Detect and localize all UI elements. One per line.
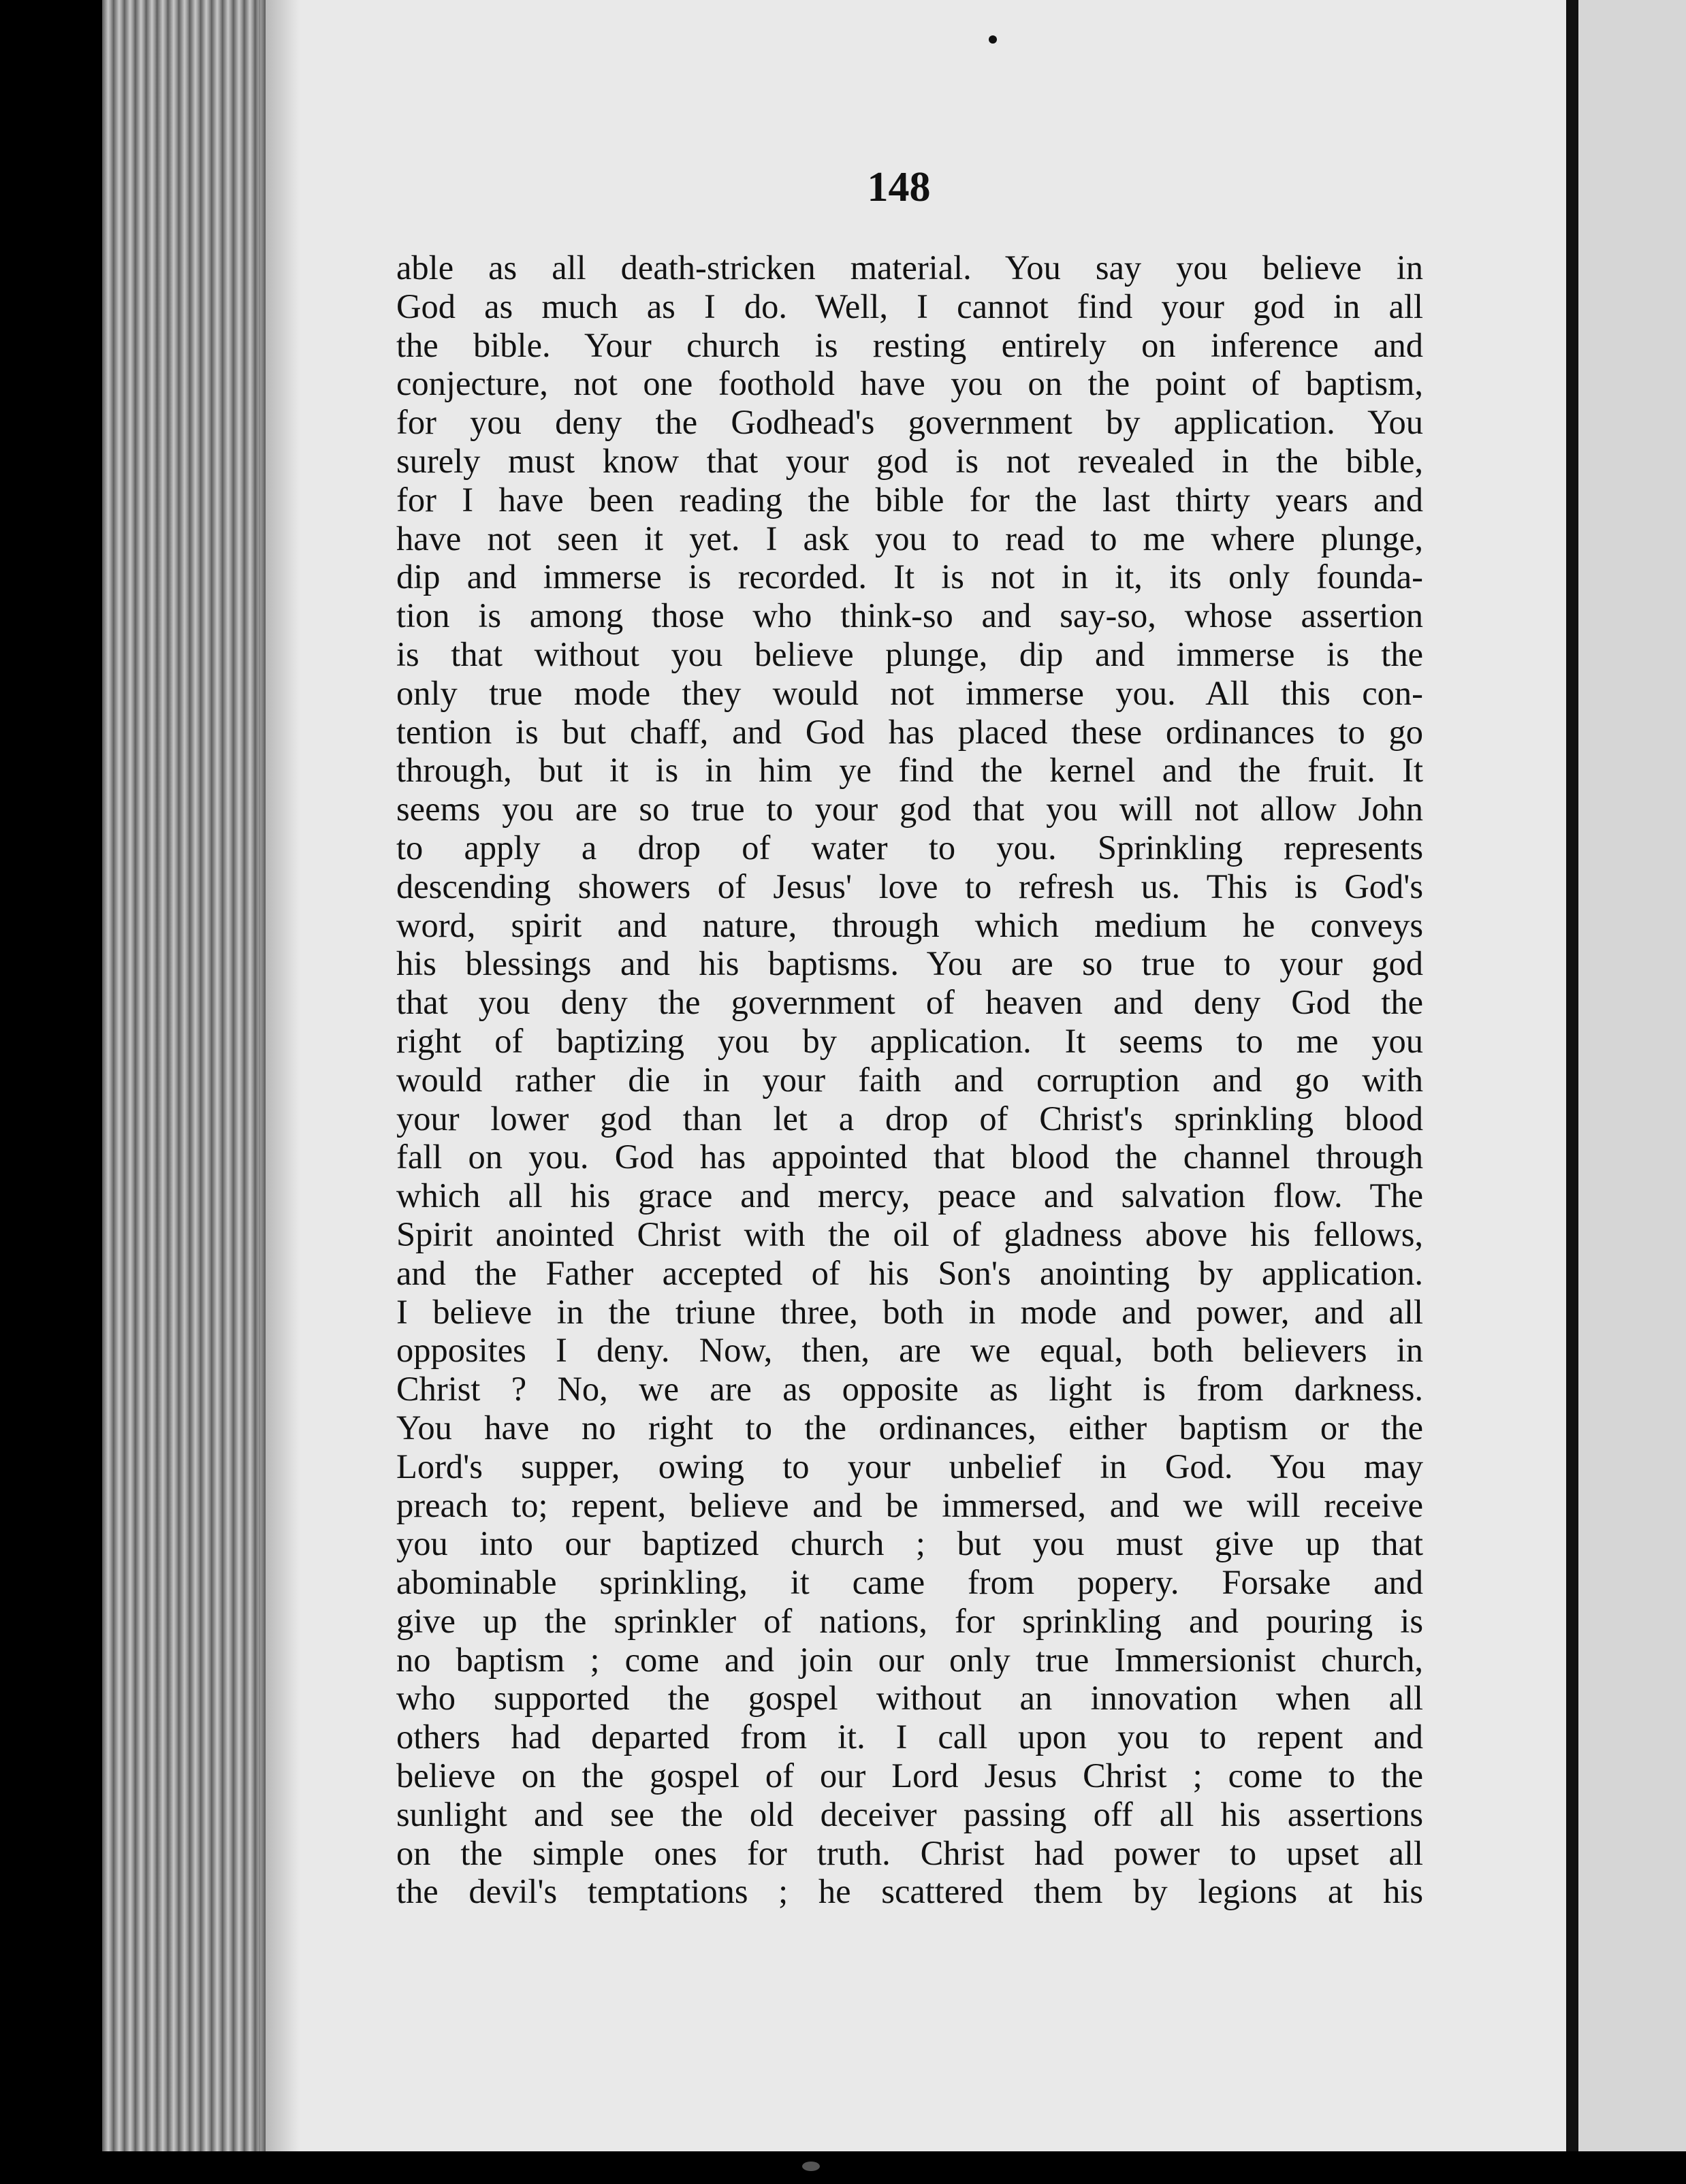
text-line: opposites I deny. Now, then, are we equal, both believers in (396, 1331, 1423, 1370)
text-line: give up the sprinkler of nations, for sprinkling and pouring is (396, 1601, 1423, 1640)
text-line: seems you are so true to your god that you will not allow John (396, 790, 1423, 829)
text-line: is that without you believe plunge, dip and immerse is the (396, 635, 1423, 673)
text-line: the devil's temptations ; he scattered them by legions at his (396, 1872, 1423, 1911)
text-line: only true mode they would not immerse you. All this con- (396, 673, 1423, 712)
scan-speck (989, 35, 997, 44)
text-line: through, but it is in him ye find the kernel and the fruit. It (396, 751, 1423, 790)
text-line: God as much as I do. Well, I cannot find your god in all (396, 287, 1423, 325)
text-line: you into our baptized church ; but you must give up that (396, 1524, 1423, 1563)
text-line: descending showers of Jesus' love to refresh us. This is God's (396, 867, 1423, 905)
text-line: no baptism ; come and join our only true Immersionist church, (396, 1640, 1423, 1679)
text-line: believe on the gospel of our Lord Jesus Christ ; come to the (396, 1756, 1423, 1795)
page-number: 148 (867, 164, 931, 210)
text-line: who supported the gospel without an innovation when all (396, 1679, 1423, 1718)
text-line: tention is but chaff, and God has placed these ordinances to go (396, 712, 1423, 751)
facing-page-edge (1578, 0, 1686, 2151)
text-line: Lord's supper, owing to your unbelief in God. You may (396, 1447, 1423, 1486)
text-line: Christ ? No, we are as opposite as light is from darkness. (396, 1370, 1423, 1409)
text-line: fall on you. God has appointed that blood the channel through (396, 1138, 1423, 1176)
text-line: have not seen it yet. I ask you to read to me where plunge, (396, 519, 1423, 558)
scan-speck (802, 2162, 820, 2171)
text-line: word, spirit and nature, through which medium he conveys (396, 905, 1423, 944)
text-line: for I have been reading the bible for the last thirty years and (396, 480, 1423, 519)
page-body-text (396, 248, 1423, 1911)
text-line: and the Father accepted of his Son's anointing by application. (396, 1253, 1423, 1292)
text-line: tion is among those who think-so and say-so, whose assertion (396, 596, 1423, 635)
page-edges-gutter (102, 0, 266, 2151)
text-line: sunlight and see the old deceiver passing off all his assertions (396, 1795, 1423, 1833)
text-line: Spirit anointed Christ with the oil of gladness above his fellows, (396, 1215, 1423, 1253)
text-line: which all his grace and mercy, peace and salvation flow. The (396, 1176, 1423, 1215)
text-line: that you deny the government of heaven and deny God the (396, 983, 1423, 1022)
text-line: conjecture, not one foothold have you on the point of baptism, (396, 364, 1423, 403)
text-line: would rather die in your faith and corruption and go with (396, 1060, 1423, 1099)
text-line: abominable sprinkling, it came from popery. Forsake and (396, 1563, 1423, 1602)
text-line: to apply a drop of water to you. Sprinkling represents (396, 828, 1423, 867)
text-line: surely must know that your god is not revealed in the bible, (396, 441, 1423, 480)
text-line: your lower god than let a drop of Christ's sprinkling blood (396, 1099, 1423, 1138)
text-line: preach to; repent, believe and be immersed, and we will receive (396, 1486, 1423, 1524)
text-line: dip and immerse is recorded. It is not in it, its only founda- (396, 558, 1423, 596)
text-line: You have no right to the ordinances, either baptism or the (396, 1408, 1423, 1447)
text-line: his blessings and his baptisms. You are so true to your god (396, 944, 1423, 983)
text-line: the bible. Your church is resting entirely on inference and (396, 325, 1423, 364)
text-line: for you deny the Godhead's government by application. You (396, 403, 1423, 442)
facing-page-border (1566, 0, 1578, 2151)
text-line: able as all death-stricken material. You say you believe in (396, 248, 1423, 287)
text-line: right of baptizing you by application. It seems to me you (396, 1021, 1423, 1060)
gutter-shadow (259, 0, 300, 2151)
text-line: others had departed from it. I call upon you to repent and (396, 1718, 1423, 1756)
text-line: I believe in the triune three, both in mode and power, and all (396, 1292, 1423, 1331)
text-line: on the simple ones for truth. Christ had power to upset all (396, 1833, 1423, 1872)
